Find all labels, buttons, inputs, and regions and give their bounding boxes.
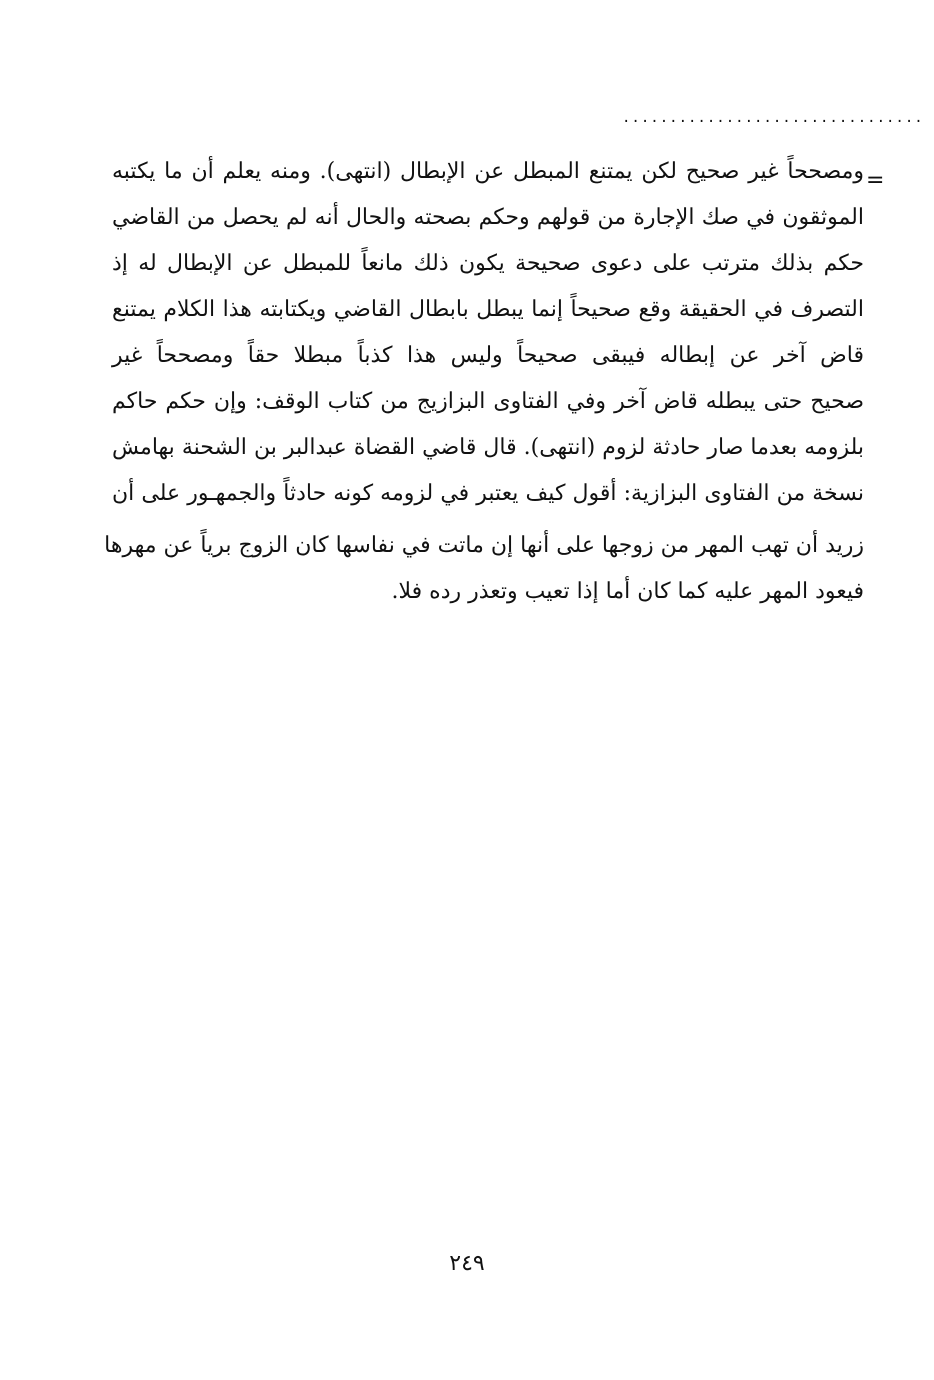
text-line-3: حكم بذلك مترتب على دعوى صحيحة يكون ذلك مانعاً للمبطل عن الإبطال له إذ [112, 251, 864, 276]
text-line-10: فيعود المهر عليه كما كان أما إذا تعيب وتعذر رده فلا. [391, 579, 864, 604]
continuation-mark: = [866, 168, 885, 193]
text-line-1: ومصححاً غير صحيح لكن يمتنع المبطل عن الإبطال (انتهى). ومنه يعلم أن ما يكتبه [112, 159, 864, 184]
footnote-separator: ................................ [622, 110, 924, 126]
text-line-8: نسخة من الفتاوى البزازية: أقول كيف يعتبر في لزومه كونه حادثاً والجمهـور على أن [112, 481, 864, 506]
text-line-4: التصرف في الحقيقة وقع صحيحاً إنما يبطل بابطال القاضي ويكتابته هذا الكلام يمتنع [112, 297, 864, 322]
text-line-2: الموثقون في صك الإجارة من قولهم وحكم بصحته والحال أنه لم يحصل من القاضي [112, 205, 864, 230]
text-line-5: قاض آخر عن إبطاله فيبقى صحيحاً وليس هذا كذباً مبطلا حقاً ومصححاً غير [112, 343, 864, 368]
text-line-6: صحيح حتى يبطله قاض آخر وفي الفتاوى البزازيج من كتاب الوقف: وإن حكم حاكم [112, 389, 864, 414]
text-line-9: زريد أن تهب المهر من زوجها على أنها إن ماتت في نفاسها كان الزوج برياً عن مهرها [104, 533, 864, 558]
page-number: ٢٤٩ [449, 1251, 485, 1276]
footnote-text [104, 155, 864, 621]
text-line-7: بلزومه بعدما صار حادثة لزوم (انتهى). قال قاضي القضاة عبدالبر بن الشحنة بهامش [112, 435, 864, 460]
